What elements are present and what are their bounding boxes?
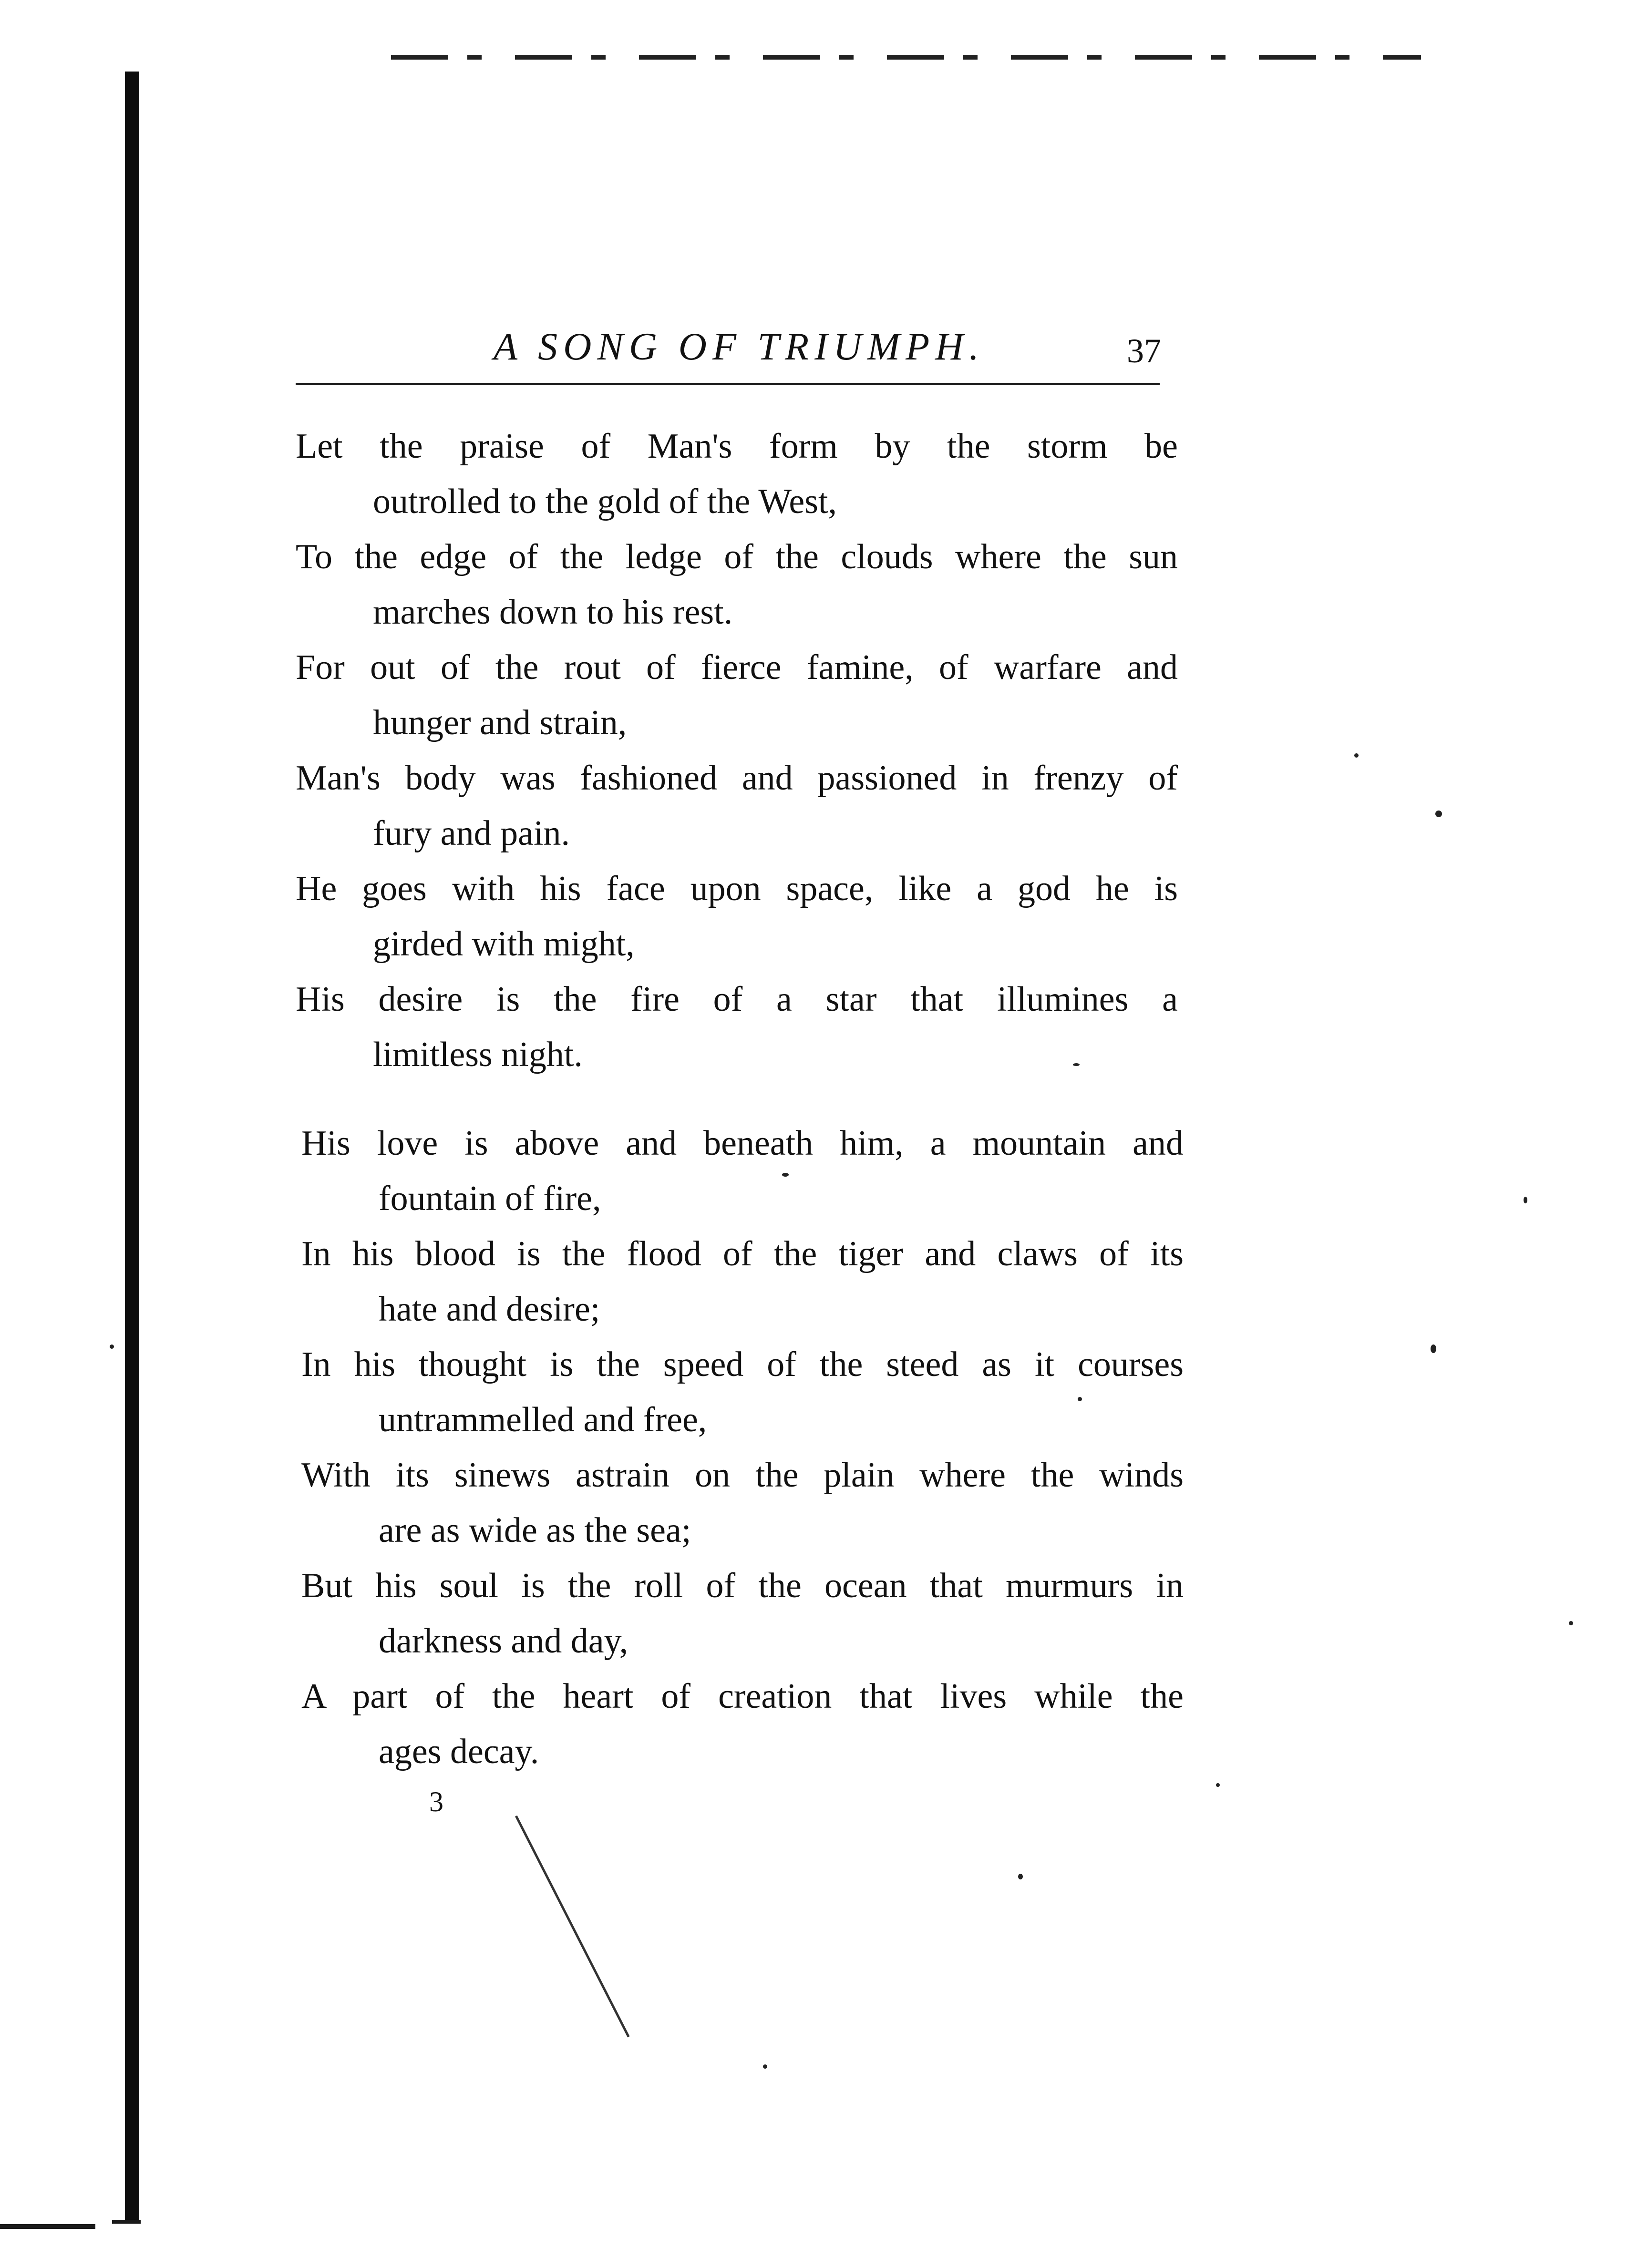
verse-turnover: fountain of fire, — [379, 1179, 601, 1218]
verse-line: Let the praise of Man's form by the storm be — [296, 427, 1178, 466]
verse-turnover: fury and pain. — [373, 814, 570, 853]
verse-line: His desire is the fire of a star that illumines a — [296, 980, 1178, 1019]
stanza — [301, 1116, 1184, 1779]
scan-speck — [1216, 1783, 1220, 1787]
verse-line: To the edge of the ledge of the clouds where the sun — [296, 537, 1178, 576]
page-header — [293, 315, 1161, 386]
verse-turnover: ages decay. — [379, 1732, 539, 1771]
verse-turnover: outrolled to the gold of the West, — [373, 482, 837, 521]
header-rule — [296, 383, 1160, 385]
scan-speck — [1524, 1197, 1527, 1203]
verse-turnover: marches down to his rest. — [373, 593, 733, 632]
page-number: 37 — [1127, 332, 1161, 370]
verse-line: A part of the heart of creation that lives while the — [301, 1677, 1184, 1716]
scan-speck — [1018, 1874, 1023, 1879]
verse-turnover: are as wide as the sea; — [379, 1511, 691, 1550]
verse-line: With its sinews astrain on the plain where the winds — [301, 1456, 1184, 1495]
scan-edge-mark — [112, 2220, 141, 2224]
verse-turnover: hate and desire; — [379, 1290, 600, 1329]
scan-speck — [1435, 811, 1442, 817]
signature-mark: 3 — [429, 1786, 443, 1817]
scan-speck — [1431, 1344, 1436, 1353]
verse-line: In his blood is the flood of the tiger and claws of its — [301, 1234, 1184, 1273]
verse-line: In his thought is the speed of the steed as it courses — [301, 1345, 1184, 1384]
verse-turnover: limitless night. — [373, 1035, 583, 1074]
scan-edge-mark — [0, 2224, 95, 2229]
verse-turnover: girded with might, — [373, 924, 635, 964]
scan-speck — [1569, 1621, 1573, 1625]
verse-line: Man's body was fashioned and passioned in frenzy of — [296, 759, 1178, 798]
verse-turnover: darkness and day, — [379, 1621, 628, 1661]
top-edge-rule — [391, 55, 1421, 60]
verse-line: For out of the rout of fierce famine, of warfare and — [296, 648, 1178, 687]
verse-line: He goes with his face upon space, like a god he is — [296, 869, 1178, 908]
stanza — [296, 419, 1178, 1082]
verse-line: But his soul is the roll of the ocean that murmurs in — [301, 1566, 1184, 1605]
scan-speck — [782, 1173, 789, 1177]
scan-speck — [1073, 1063, 1080, 1066]
verse-line: His love is above and beneath him, a mountain and — [301, 1124, 1184, 1163]
book-spine-shadow — [125, 72, 139, 2222]
scan-speck — [763, 2064, 767, 2069]
running-head: A SONG OF TRIUMPH. — [494, 325, 985, 368]
scan-scratch — [515, 1816, 630, 2038]
scan-speck — [1354, 753, 1359, 758]
scan-speck — [110, 1344, 114, 1349]
verse-turnover: hunger and strain, — [373, 703, 627, 742]
verse-turnover: untrammelled and free, — [379, 1400, 707, 1439]
scan-speck — [1078, 1397, 1082, 1401]
